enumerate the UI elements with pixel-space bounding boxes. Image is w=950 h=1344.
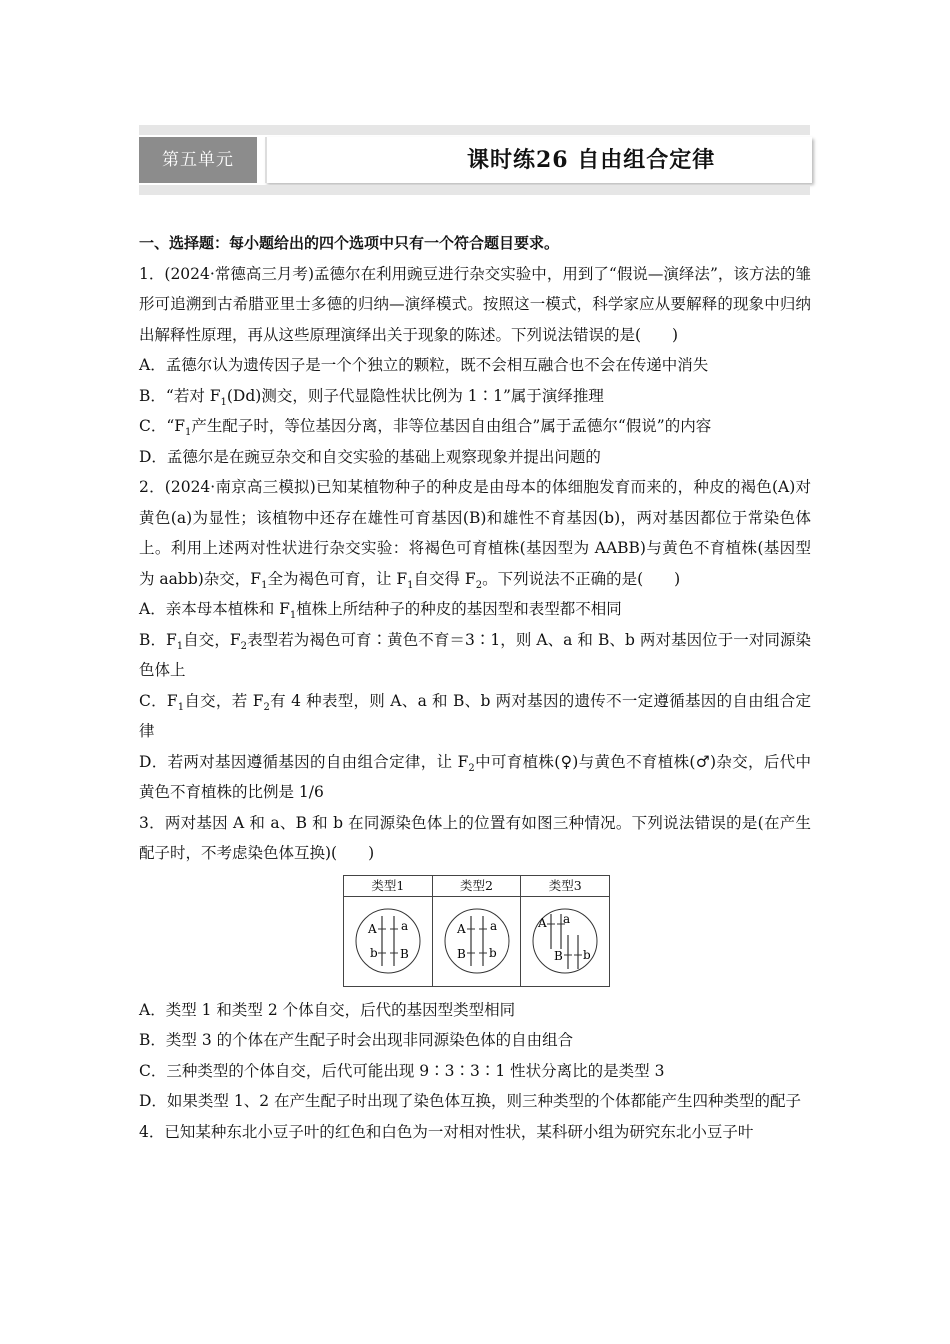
q3-option-b: B．类型 3 的个体在产生配子时会出现非同源染色体的自由组合	[139, 1031, 574, 1049]
page-header	[139, 125, 810, 197]
q2-b-text-2: 自交，F	[183, 630, 241, 649]
figure-type-2	[433, 876, 522, 986]
q2-stem-4: 。下列说法不正确的是( )	[482, 569, 681, 588]
gene-label: a	[401, 918, 409, 933]
q2-option-d	[139, 747, 811, 808]
cell-circle	[445, 909, 509, 973]
q1-c-text-1: C．“F	[139, 417, 186, 435]
q1-b-text-2: (Dd)测交，则子代显隐性状比例为 1∶1”属于演绎推理	[226, 386, 604, 405]
q2-stem-3: 自交得 F	[413, 569, 476, 588]
q2-option-b	[139, 625, 811, 686]
gene-label: b	[488, 945, 497, 960]
q2-c-text-3: 有 4 种表型，则 A、a 和 B、b 两对基因的遗传不一定遵循基因的自由组合定律	[139, 691, 811, 740]
q2-option-c	[139, 686, 811, 747]
q2-option-a	[139, 594, 811, 625]
q2-stem-sub-1: 1	[261, 579, 268, 591]
q3-option-c: C．三种类型的个体自交，后代可能出现 9∶3∶3∶1 性状分离比的是类型 3	[139, 1061, 665, 1080]
q1-option-d: D．孟德尔是在豌豆杂交和自交实验的基础上观察现象并提出问题的	[139, 447, 601, 466]
gene-label: a	[563, 911, 571, 926]
gene-label: B	[554, 948, 564, 963]
q2-a-text-2: 植株上所结种子的种皮的基因型和表型都不相同	[296, 600, 622, 618]
q1-b-sub: 1	[220, 396, 227, 408]
q2-stem-sub-3: 2	[475, 579, 483, 591]
q2-d-sub: 2	[468, 762, 475, 774]
figure-type-3	[521, 876, 609, 986]
page-title: 课时练26 自由组合定律	[467, 147, 716, 173]
header-top-band	[139, 125, 810, 135]
figure-type-2-label: 类型2	[433, 876, 521, 897]
q2-c-text-2: 自交，若 F	[184, 691, 264, 710]
q2-d-text-1: D．若两对基因遵循基因的自由组合定律，让 F	[139, 752, 469, 771]
q4-stem: 4．已知某种东北小豆子叶的红色和白色为一对相对性状，某科研小组为研究东北小豆子叶	[139, 1122, 754, 1141]
q3-stem: 3．两对基因 A 和 a、B 和 b 在同源染色体上的位置有如图三种情况。下列说法错误的是(在产生配子时，不考虑染色体互换)( )	[139, 813, 811, 862]
q2-b-sub-1: 1	[176, 640, 184, 652]
cell-circle	[356, 909, 420, 973]
chromosome-figure	[343, 875, 610, 987]
q2-b-text-1: B．F	[139, 630, 177, 649]
q2-a-text-1: A．亲本母本植株和 F	[139, 600, 290, 618]
gene-label: b	[370, 945, 378, 960]
q2-b-sub-2: 2	[240, 640, 248, 652]
type-1-diagram	[344, 897, 432, 985]
q2-stem	[139, 472, 811, 594]
gene-label: B	[400, 946, 409, 961]
gene-label: A	[456, 921, 466, 936]
gene-label: A	[538, 915, 548, 930]
q3-option-a: A．类型 1 和类型 2 个体自交，后代的基因型类型相同	[139, 1000, 516, 1019]
q1-c-text-2: 产生配子时，等位基因分离，非等位基因自由组合”属于孟德尔“假说”的内容	[191, 417, 712, 435]
gene-label: A	[368, 921, 377, 936]
q1-b-text-1: B．“若对 F	[139, 386, 221, 405]
q1-option-b	[139, 381, 811, 412]
exercise-content	[139, 228, 811, 1147]
q1-stem: 1．(2024·常德高三月考)孟德尔在利用豌豆进行杂交实验中，用到了“假说—演绎法”，该方法的雏形可追溯到古希腊亚里士多德的归纳—演绎模式。按照这一模式，科学家应从要解释的现象中归纳出解释性原理，再从这些原理演绎出关于现象的陈述。下列说法错误的是( )	[139, 264, 811, 344]
figure-type-1-label: 类型1	[344, 876, 432, 897]
type-3-diagram	[521, 897, 609, 985]
unit-label: 第五单元	[139, 137, 257, 183]
q2-stem-1: 2．(2024·南京高三模拟)已知某植物种子的种皮是由母本的体细胞发育而来的，种皮的褐色(A)对黄色(a)为显性；该植物中还存在雄性可育基因(B)和雄性不育基因(b)，两对基因都位于常染色体上。利用上述两对性状进行杂交实验：将褐色可育植株(基因型为 AABB)与黄色不育植株(基因型为 aabb)杂交，F	[139, 478, 811, 588]
q2-stem-2: 全为褐色可育，让 F	[267, 569, 408, 588]
q2-c-sub-2: 2	[263, 701, 270, 713]
q1-c-sub: 1	[185, 427, 192, 439]
q1-option-c	[139, 411, 811, 442]
q2-c-sub-1: 1	[177, 701, 185, 713]
q1-option-a: A．孟德尔认为遗传因子是一个个独立的颗粒，既不会相互融合也不会在传递中消失	[139, 356, 709, 374]
q2-c-text-1: C．F	[139, 691, 178, 710]
title-box	[265, 137, 812, 183]
type-2-diagram	[433, 897, 521, 985]
header-bottom-band	[139, 185, 810, 195]
q2-d-text-2: 中可育植株(♀)与黄色不育植株(♂)杂交，后代中黄色不育植株的比例是 1/6	[139, 752, 811, 801]
gene-label: a	[489, 918, 497, 933]
gene-label: b	[583, 947, 592, 962]
q3-option-d: D．如果类型 1、2 在产生配子时出现了染色体互换，则三种类型的个体都能产生四种类型的配子	[139, 1092, 802, 1110]
q2-b-text-3: 表型若为褐色可育∶黄色不育＝3∶1，则 A、a 和 B、b 两对基因位于一对同源染色体上	[139, 630, 811, 679]
figure-type-3-label: 类型3	[521, 876, 609, 897]
gene-label: B	[456, 946, 466, 961]
q2-stem-sub-2: 1	[407, 579, 414, 591]
q2-a-sub: 1	[289, 610, 297, 622]
figure-type-1	[344, 876, 433, 986]
section-heading: 一、选择题：每小题给出的四个选项中只有一个符合题目要求。	[139, 234, 560, 252]
